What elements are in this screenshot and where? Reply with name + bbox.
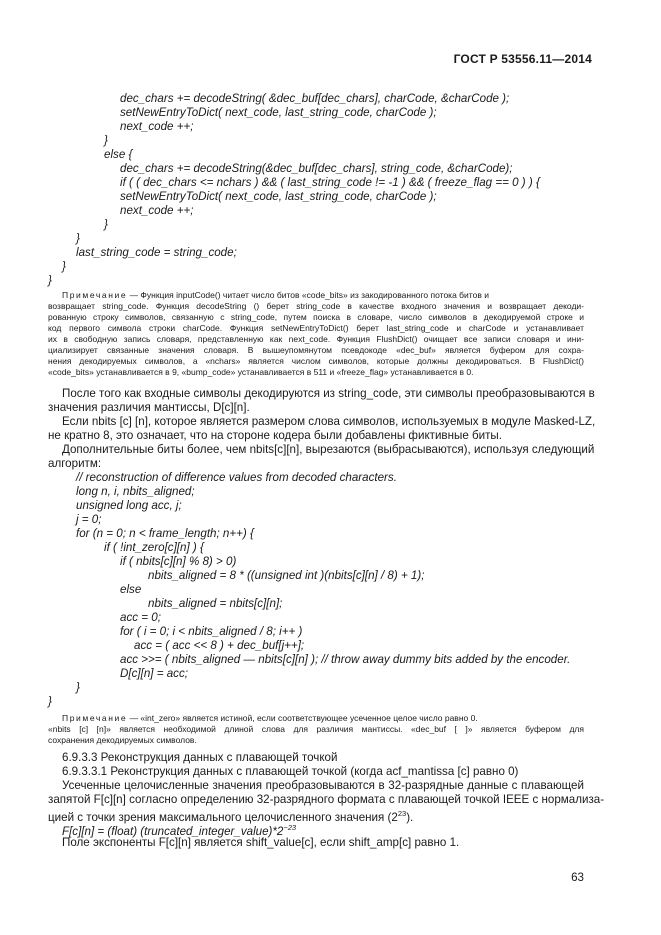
code-line: } (48, 274, 52, 287)
code-line: setNewEntryToDict( next_code, last_string_code, charCode ); (120, 190, 437, 203)
note-line: возвращает string_code. Функция decodeString () берет string_code в качестве входного значения и возвращает декоди- (48, 301, 584, 311)
note-line: сохранения декодируемых символов. (48, 735, 197, 745)
code-line: else (120, 583, 142, 596)
formula-exponent: −23 (283, 823, 297, 832)
body-text: алгоритм: (48, 457, 102, 470)
code-line: if ( !int_zero[c][n] ) { (104, 541, 204, 554)
note-line: циализирует связанные значения словаря. В вышеупомянутом псевдокоде «dec_buf» является буфером для сохра- (48, 345, 584, 355)
code-line: next_code ++; (120, 204, 194, 217)
code-line: acc = 0; (120, 611, 161, 624)
code-line: } (104, 218, 108, 231)
note-label: Примечание (62, 713, 128, 723)
body-text: запятой F[c][n] согласно определению 32-разрядного формата с плавающей точкой IEEE с нормализа- (48, 793, 605, 806)
note-line (62, 713, 584, 724)
note-text: — «int_zero» является истиной, если соответствующее усеченное целое число равно 0. (127, 713, 478, 723)
code-line: if ( ( dec_chars <= nchars ) && ( last_string_code != -1 ) && ( freeze_flag == 0 ) ) { (120, 176, 540, 189)
section-heading: 6.9.3.3.1 Реконструкция данных с плавающей точкой (когда acf_mantissa [c] равно 0) (62, 765, 519, 778)
body-text-part: цией с точки зрения максимального целочисленного значения (2 (48, 810, 398, 824)
body-text: Усеченные целочисленные значения преобразовываются в 32-разрядные данные с плавающей (62, 779, 584, 792)
note-line: «code_bits» устанавливается в 9, «bump_code» устанавливается в 511 и «freeze_flag» устанавливается в 0. (48, 367, 474, 377)
code-line: else { (104, 148, 133, 161)
code-line: D[c][n] = acc; (120, 667, 188, 680)
code-line: for ( i = 0; i < nbits_aligned / 8; i++ ) (120, 625, 303, 638)
section-heading: 6.9.3.3 Реконструкция данных с плавающей точкой (62, 751, 338, 764)
code-line: j = 0; (76, 513, 102, 526)
superscript: 23 (397, 809, 407, 818)
code-line: } (76, 232, 80, 245)
note-label: Примечание (62, 290, 128, 300)
note-text: — Функция inputCode() читает число битов «code_bits» из закодированного потока битов и (127, 290, 489, 300)
code-line: setNewEntryToDict( next_code, last_string_code, charCode ); (120, 106, 437, 119)
body-text: не кратно 8, это означает, что на стороне кодера были добавлены фиктивные биты. (48, 429, 502, 442)
code-line: } (76, 681, 80, 694)
code-line: nbits_aligned = nbits[c][n]; (148, 597, 283, 610)
code-line: next_code ++; (120, 120, 194, 133)
page-number: 63 (571, 871, 584, 884)
code-line: unsigned long acc, j; (76, 499, 182, 512)
code-line: long n, i, nbits_aligned; (76, 485, 195, 498)
code-line: dec_chars += decodeString( &dec_buf[dec_chars], charCode, &charCode ); (120, 92, 510, 105)
body-text: значения различия мантиссы, D[c][n]. (48, 401, 250, 414)
note-line: нения декодируемых символов, а «nchars» является числом символов, которые должны декодироваться. В FlushDict() (48, 356, 584, 366)
code-line: } (48, 695, 52, 708)
code-line: // reconstruction of difference values from decoded characters. (76, 471, 397, 484)
formula-text: F[c][n] = (float) (truncated_integer_value)*2 (62, 824, 284, 838)
note-line (62, 290, 584, 301)
body-text: Дополнительные биты более, чем nbits[c][n], вырезаются (выбрасываются), используя следующий (62, 443, 595, 456)
body-text-part: ). (406, 810, 414, 824)
code-line: } (62, 260, 66, 273)
note-line: их в свободную запись словаря, представленную как next_code. Функция FlushDict() очищает все записи словаря и ини- (48, 334, 584, 344)
note-line: рованную строку символов, связанную с string_code, путем поиска в словаре, число символов в декодируемой строке и (48, 312, 584, 322)
code-line: } (104, 134, 108, 147)
body-text: Поле экспоненты F[c][n] является shift_value[c], если shift_amp[c] равно 1. (62, 836, 460, 849)
code-line: acc = ( acc << 8 ) + dec_buf[j++]; (134, 639, 305, 652)
body-text: После того как входные символы декодируются из string_code, эти символы преобразовываются в (62, 387, 595, 400)
document-header: ГОСТ Р 53556.11—2014 (453, 52, 592, 66)
note-line: код первого символа строки charCode. Функция setNewEntryToDict() берет last_string_code и charCode и устанавливает (48, 323, 584, 333)
body-text: Если nbits [c] [n], которое является размером слова символов, используемых в модуле Masked-LZ, (62, 415, 596, 428)
code-line: if ( nbits[c][n] % 8) > 0) (120, 555, 237, 568)
code-line: last_string_code = string_code; (76, 246, 237, 259)
code-line: acc >>= ( nbits_aligned — nbits[c][n] ); // throw away dummy bits added by the encoder. (120, 653, 571, 666)
note-line: «nbits [c] [n]» является необходимой длиной слова для различия мантиссы. «dec_buf [ ]» является буфером для (48, 724, 584, 734)
code-line: dec_chars += decodeString(&dec_buf[dec_chars], string_code, &charCode); (120, 162, 513, 175)
code-line: for (n = 0; n < frame_length; n++) { (76, 527, 254, 540)
code-line: nbits_aligned = 8 * ((unsigned int )(nbits[c][n] / 8) + 1); (148, 569, 425, 582)
